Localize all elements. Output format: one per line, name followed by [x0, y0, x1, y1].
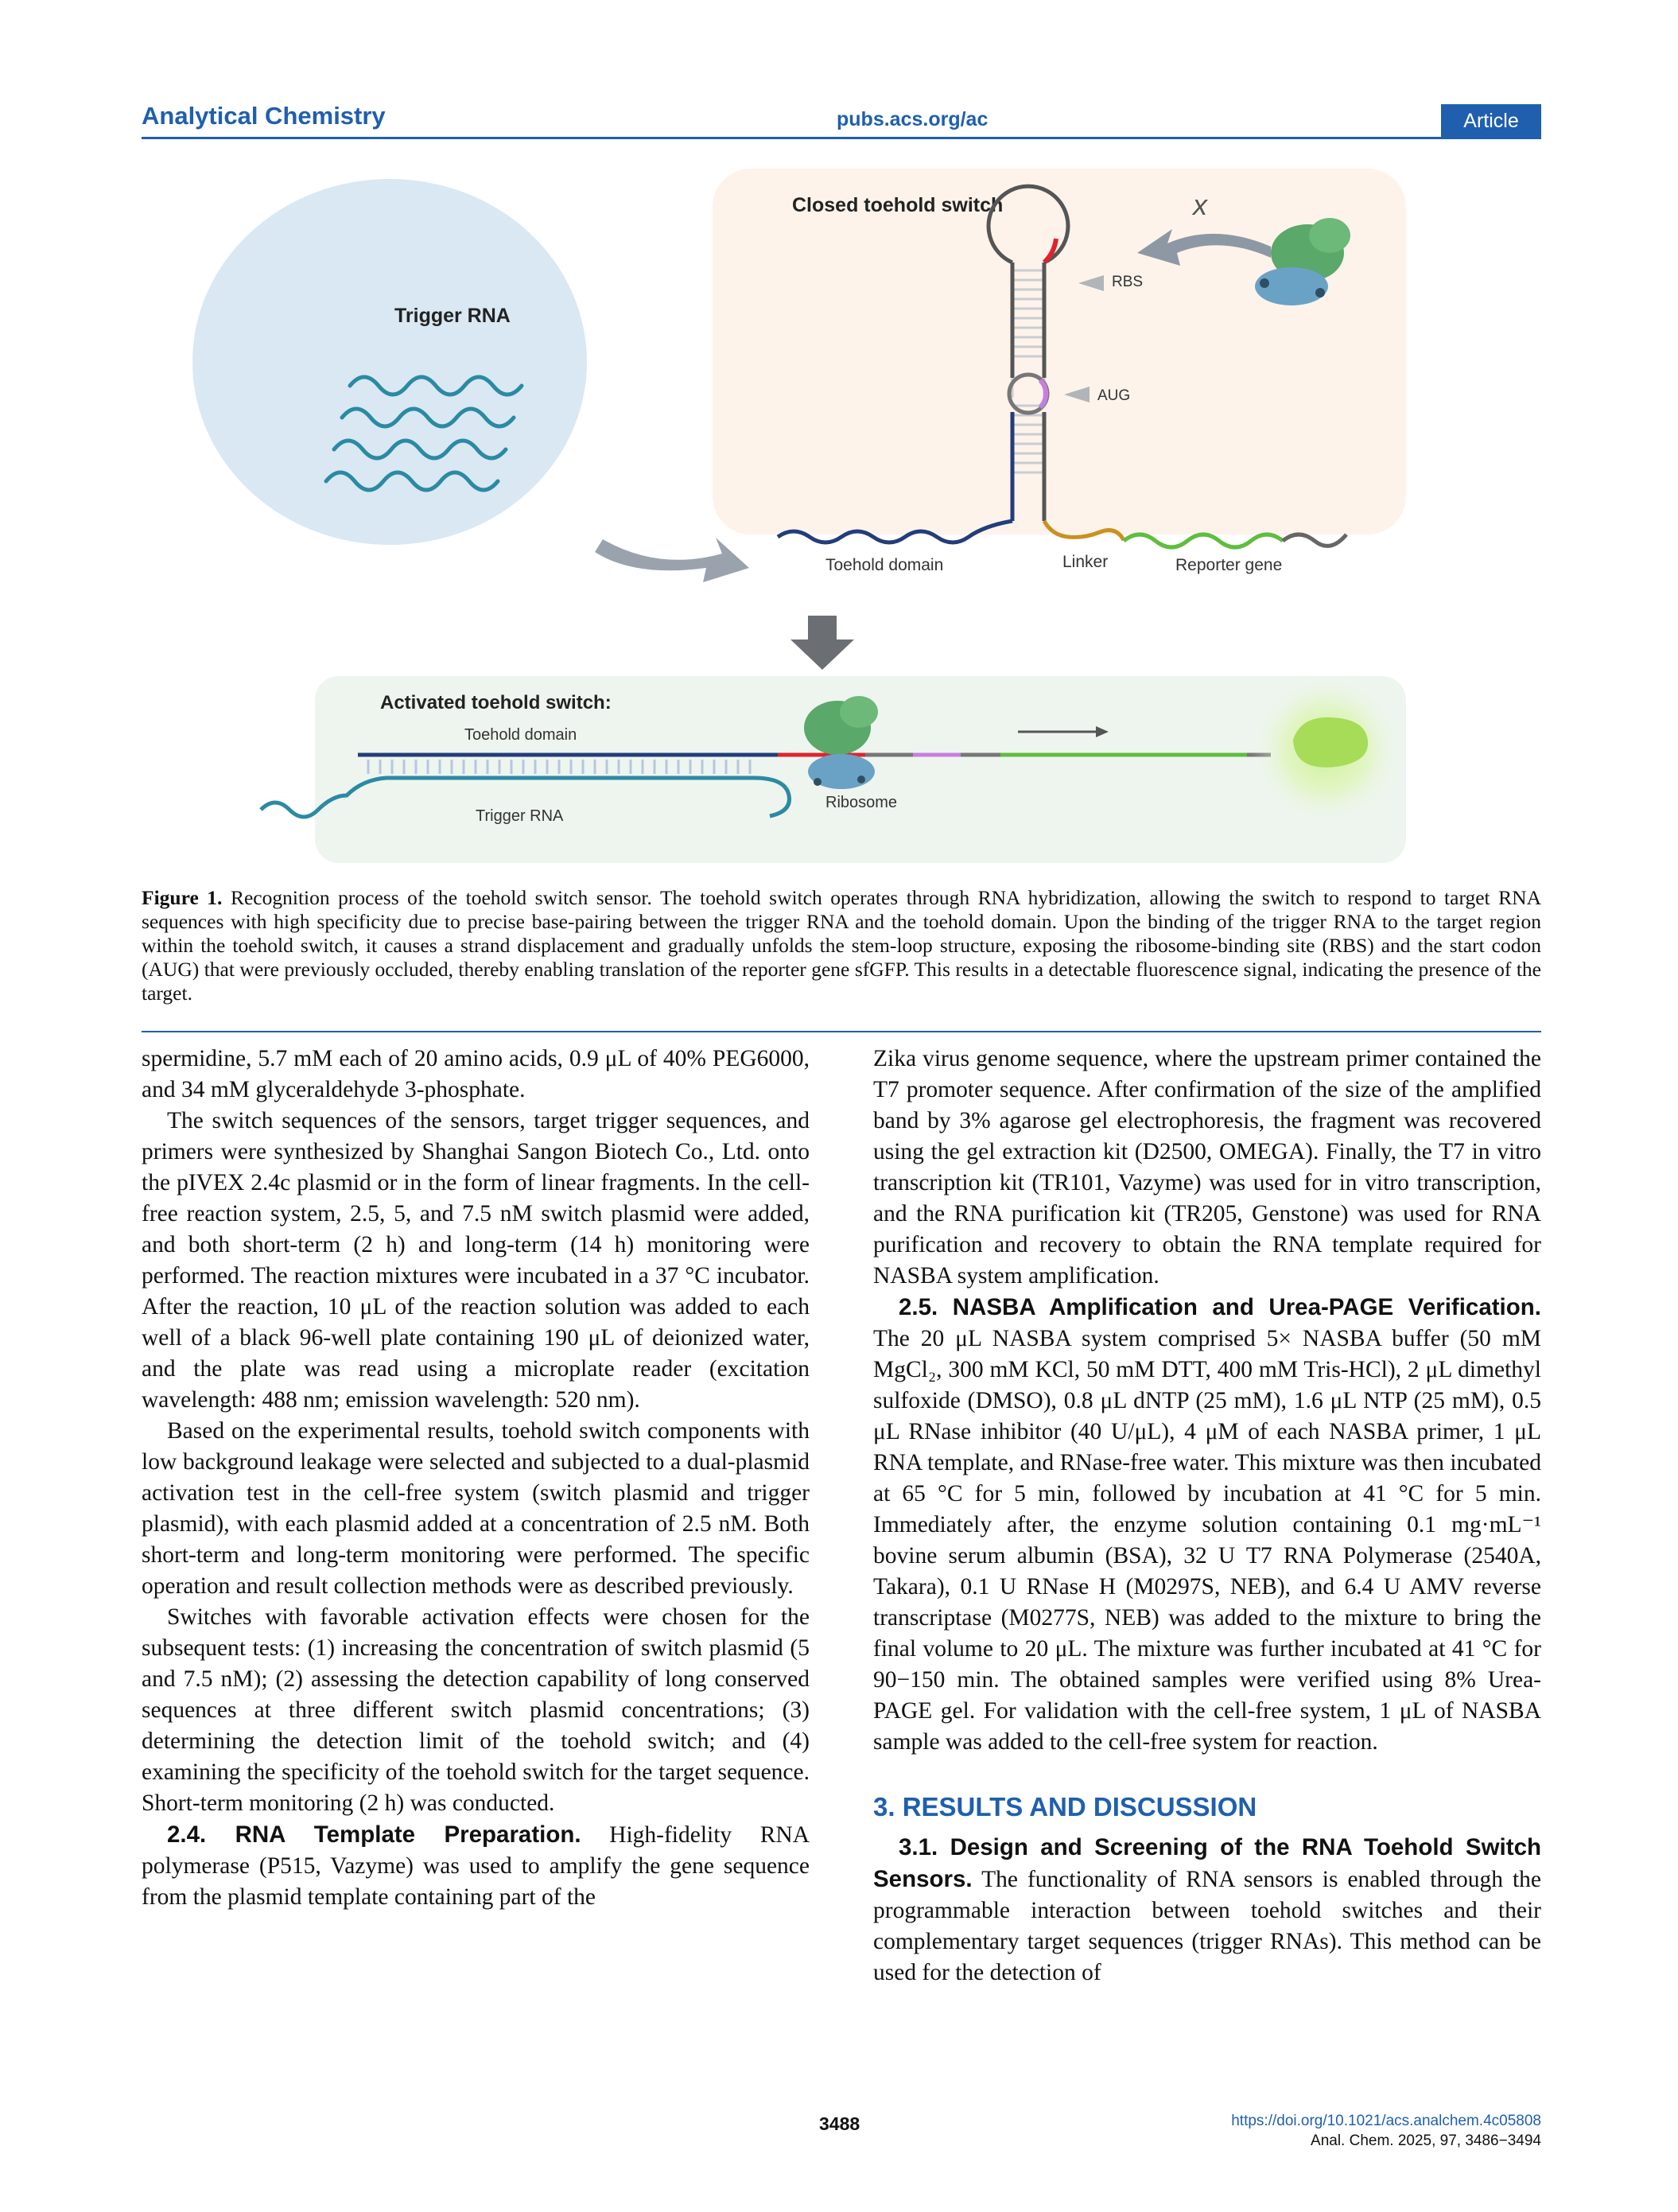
tail-strand	[1283, 535, 1346, 546]
trigger-bubble	[192, 179, 587, 545]
caption-rule	[142, 1031, 1541, 1032]
aug-label: AUG	[1097, 387, 1131, 404]
section-3-1-text: The functionality of RNA sensors is enabled through the programmable interaction between toehold switches and their complementary target sequences (trigger RNAs). This method can be used for the detection of	[873, 1867, 1541, 1985]
right-column	[873, 1044, 1541, 1988]
reporter-gene-label: Reporter gene	[1175, 556, 1283, 574]
left-para-3: Based on the experimental results, toehold switch components with low background leakage were selected and subjected to a dual-plasmid activation test in the cell-free system (switch plasmid and trigger plasmid), with each plasmid added at a concentration of 2.5 nM. Both short-term and long-term monitoring were performed. The specific operation and result collection methods were as described previously.	[142, 1418, 810, 1599]
closed-switch-panel	[713, 169, 1406, 535]
section-3-1	[873, 1832, 1541, 1988]
section-2-4-heading: 2.4. RNA Template Preparation.	[167, 1821, 581, 1848]
sfgfp-protein	[1293, 717, 1368, 768]
act-trigger-rna-label: Trigger RNA	[476, 807, 564, 825]
left-para-4: Switches with favorable activation effects were chosen for the subsequent tests: (1) increasing the concentration of switch plasmid (5 and 7.5 nM); (2) assessing the detection capability of long conserved sequences at three different switch plasmid concentrations; (3) determining the detection limit of the toehold switch; and (4) examining the specificity of the toehold switch for the target sequence. Short-term monitoring (2 h) was conducted.	[142, 1604, 810, 1816]
closed-switch-title: Closed toehold switch	[792, 194, 1004, 216]
activated-switch-title: Activated toehold switch:	[380, 692, 612, 713]
section-3-1-heading: 3.1. Design and Screening of the RNA Toehold Switch Sensors.	[873, 1834, 1541, 1892]
blocked-mark: x	[1193, 189, 1207, 221]
trigger-rna-title: Trigger RNA	[394, 305, 511, 327]
journal-url[interactable]: pubs.acs.org/ac	[837, 108, 989, 130]
section-2-4	[142, 1819, 810, 1913]
section-2-4-text: High-fidelity RNA polymerase (P515, Vazyme) was used to amplify the gene sequence from the plasmid template containing part of the	[142, 1822, 810, 1910]
section-2-5-heading: 2.5. NASBA Amplification and Urea-PAGE Verification.	[899, 1294, 1541, 1320]
caption-label: Figure 1.	[142, 886, 223, 909]
down-arrow-icon	[790, 616, 854, 670]
caption-text: Recognition process of the toehold switch sensor. The toehold switch operates through RNA hybridization, allowing the switch to respond to target RNA sequences with high specificity due to precise base-pairing between the trigger RNA and the toehold domain. Upon the binding of the trigger RNA to the target region within the toehold switch, it causes a strand displacement and gradually unfolds the stem-loop structure, exposing the ribosome-binding site (RBS) and the start codon (AUG) that were previously occluded, thereby enabling translation of the reporter gene sfGFP. This results in a detectable fluorescence signal, indicating the presence of the target.	[142, 886, 1542, 1005]
section-3-heading: 3. RESULTS AND DISCUSSION	[873, 1792, 1257, 1821]
rbs-label: RBS	[1112, 274, 1144, 290]
left-para-2: The switch sequences of the sensors, target trigger sequences, and primers were synthesized by Shanghai Sangon Biotech Co., Ltd. onto the pIVEX 2.4c plasmid or in the form of linear fragments. In the cell-free reaction system, 2.5, 5, and 7.5 nM switch plasmid were added, and both short-term (2 h) and long-term (14 h) monitoring were performed. The reaction mixtures were incubated in a 37 °C incubator. After the reaction, 10 μL of the reaction solution was added to each well of a black 96-well plate containing 190 μL of deionized water, and the plate was read using a microplate reader (excitation wavelength: 488 nm; emission wavelength: 520 nm).	[142, 1108, 810, 1413]
right-para-1: Zika virus genome sequence, where the upstream primer contained the T7 promoter sequence. After confirmation of the size of the amplified band by 3% agarose gel electrophoresis, the fragment was recovered using the gel extraction kit (D2500, OMEGA). Finally, the T7 in vitro transcription kit (TR101, Vazyme) was used for in vitro transcription, and the RNA purification kit (TR205, Genstone) was used for RNA purification and recovery to obtain the RNA template required for NASBA system amplification.	[873, 1046, 1541, 1289]
linker-label: Linker	[1062, 553, 1109, 571]
section-2-5	[873, 1292, 1541, 1758]
toehold-domain-label: Toehold domain	[825, 556, 944, 574]
doi-link[interactable]: https://doi.org/10.1021/acs.analchem.4c05808	[1231, 2113, 1541, 2129]
bind-arrow-icon	[595, 538, 749, 582]
figure-caption	[142, 886, 1541, 1005]
ribosome-label: Ribosome	[825, 794, 898, 811]
left-column	[142, 1044, 810, 1913]
page-number: 3488	[819, 2113, 860, 2134]
citation: Anal. Chem. 2025, 97, 3486−3494	[1311, 2132, 1541, 2149]
left-para-1: spermidine, 5.7 mM each of 20 amino acids, 0.9 μL of 40% PEG6000, and 34 mM glyceraldehyde 3-phosphate.	[142, 1046, 810, 1102]
figure-1-diagram	[142, 159, 1541, 875]
header-rule	[142, 137, 1541, 139]
article-badge: Article	[1441, 104, 1541, 138]
journal-title: Analytical Chemistry	[142, 102, 386, 130]
reporter-strand	[1124, 535, 1283, 547]
section-2-5-text: The 20 μL NASBA system comprised 5× NASBA buffer (50 mM MgCl₂, 300 mM KCl, 50 mM DTT, 400 mM Tris-HCl), 2 μL dimethyl sulfoxide (DMSO), 0.8 μL dNTP (25 mM), 1.6 μL NTP (25 mM), 0.5 μL RNase inhibitor (40 U/μL), 4 μM of each NASBA primer, 1 μL RNA template, and RNase-free water. This mixture was then incubated at 65 °C for 5 min, followed by incubation at 41 °C for 5 min. Immediately after, the enzyme solution containing 0.1 mg·mL⁻¹ bovine serum albumin (BSA), 32 U T7 RNA Polymerase (2540A, Takara), 0.1 U RNase H (M0297S, NEB), and 6.4 U AMV reverse transcriptase (M0277S, NEB) was added to the mixture to bring the final volume to 20 μL. The mixture was further incubated at 41 °C for 90−150 min. The obtained samples were verified using 8% Urea-PAGE gel. For validation with the cell-free system, 1 μL of NASBA sample was added to the cell-free system for reaction.	[873, 1326, 1541, 1755]
act-toehold-domain-label: Toehold domain	[464, 726, 577, 744]
